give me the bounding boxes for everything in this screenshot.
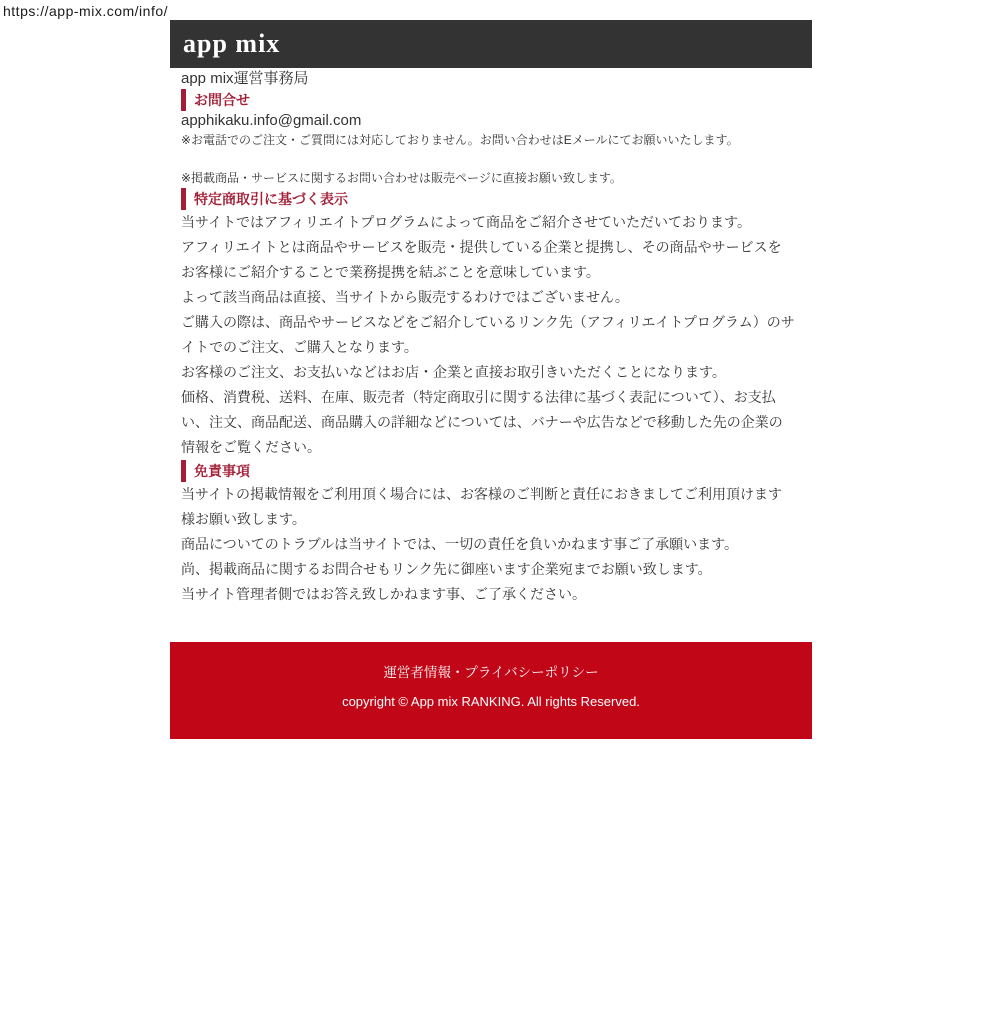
- privacy-policy-link[interactable]: 運営者情報・プライバシーポリシー: [383, 665, 599, 680]
- disclaimer-paragraph: 尚、掲載商品に関するお問合せもリンク先に御座います企業宛までお願い致します。: [181, 561, 712, 577]
- page-content: [170, 68, 812, 607]
- tokutei-paragraph: 当サイトではアフィリエイトプログラムによって商品をご紹介させていただいております。: [181, 214, 751, 230]
- disclaimer-paragraph: 当サイト管理者側ではお答え致しかねます事、ご了承ください。: [181, 586, 587, 602]
- operator-text: app mix運営事務局: [181, 70, 309, 87]
- contact-email: apphikaku.info@gmail.com: [181, 112, 362, 129]
- site-header: [170, 20, 812, 68]
- tokutei-paragraph: ご購入の際は、商品やサービスなどをご紹介しているリンク先（アフィリエイトプログラム）のサイトでのご注文、ご購入となります。: [181, 314, 795, 355]
- disclaimer-paragraph: 商品についてのトラブルは当サイトでは、一切の責任を負いかねます事ご了承願います。: [181, 536, 739, 552]
- contact-note: ※掲載商品・サービスに関するお問い合わせは販売ページに直接お願い致します。: [181, 171, 622, 185]
- tokutei-paragraph: 価格、消費税、送料、在庫、販売者（特定商取引に関する法律に基づく表記について）、お支払い、注文、商品配送、商品購入の詳細などについては、バナーや広告などで移動した先の企業の情報をご覧ください。: [181, 389, 783, 455]
- tokutei-paragraph: お客様のご注文、お支払いなどはお店・企業と直接お取引きいただくことになります。: [181, 364, 726, 380]
- page-container: [170, 0, 812, 739]
- browser-url: https://app-mix.com/info/: [3, 3, 169, 19]
- contact-heading: お問合せ: [181, 89, 795, 111]
- disclaimer-paragraph: 当サイトの掲載情報をご利用頂く場合には、お客様のご判断と責任におきましてご利用頂けます様お願い致します。: [181, 486, 783, 527]
- contact-note: ※お電話でのご注文・ご質問には対応しておりません。お問い合わせはEメールにてお願いいたします。: [181, 133, 739, 147]
- copyright-text: copyright © App mix RANKING. All rights Reserved.: [342, 694, 640, 709]
- site-footer: [170, 642, 812, 739]
- site-logo[interactable]: app mix: [183, 29, 281, 58]
- tokutei-heading: 特定商取引に基づく表示: [181, 188, 795, 210]
- tokutei-paragraph: アフィリエイトとは商品やサービスを販売・提供している企業と提携し、その商品やサービスをお客様にご紹介することで業務提携を結ぶことを意味しています。: [181, 239, 782, 280]
- disclaimer-heading: 免責事項: [181, 460, 795, 482]
- tokutei-paragraph: よって該当商品は直接、当サイトから販売するわけではございません。: [181, 289, 629, 305]
